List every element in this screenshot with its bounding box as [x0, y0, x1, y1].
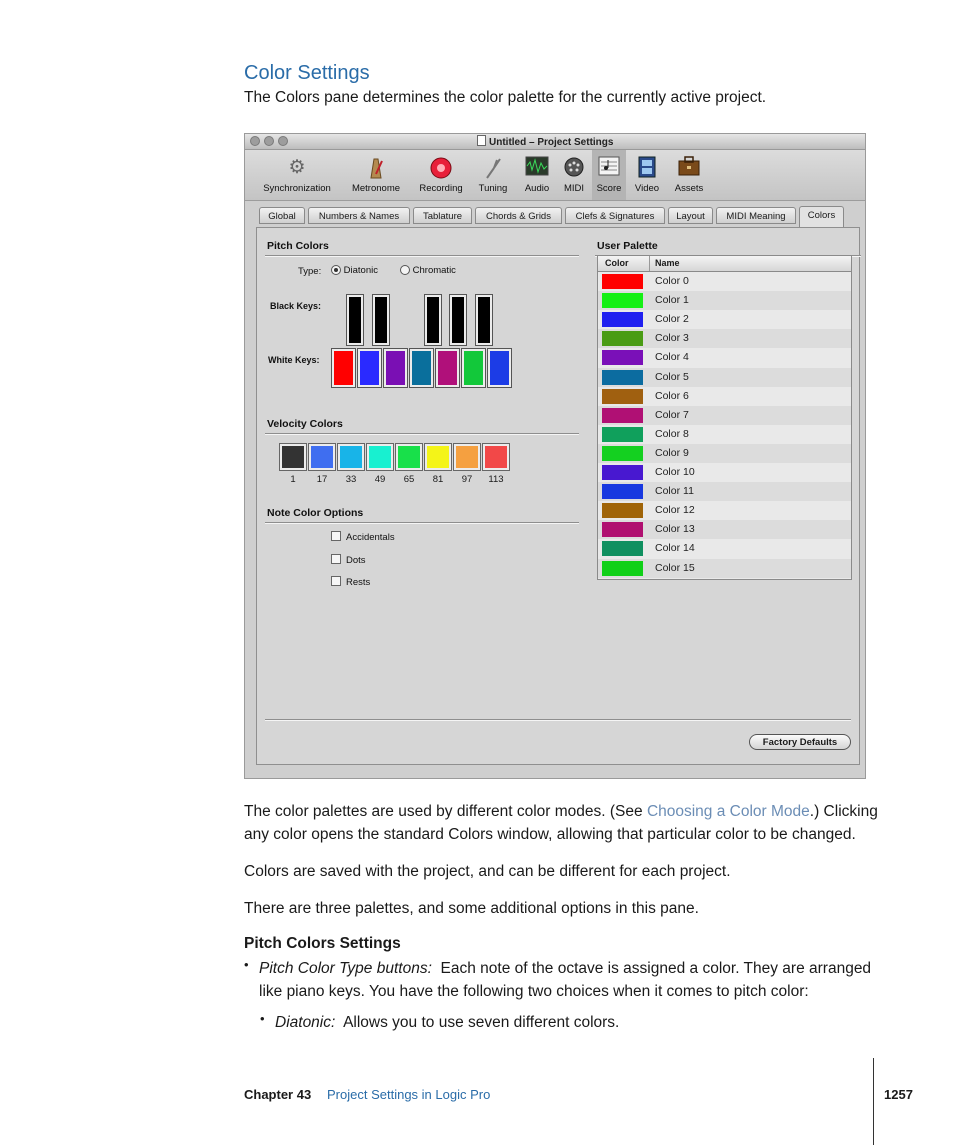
velocity-swatch[interactable] [337, 443, 365, 471]
velocity-swatch[interactable] [424, 443, 452, 471]
palette-color-name[interactable]: Color 7 [655, 408, 689, 421]
swatch-fill [427, 446, 449, 468]
page-number: 1257 [884, 1087, 913, 1102]
briefcase-icon [677, 156, 701, 180]
palette-header [598, 256, 851, 272]
toolbar-midi[interactable] [558, 150, 590, 200]
palette-row[interactable] [598, 520, 851, 539]
swatch-fill [456, 446, 478, 468]
white-key-swatch[interactable] [435, 348, 460, 388]
black-key-swatch[interactable] [475, 294, 493, 346]
checkbox-rests[interactable] [331, 576, 370, 588]
velocity-value: 65 [403, 474, 415, 485]
window-title-text: Untitled – Project Settings [489, 137, 614, 148]
palette-color-name[interactable]: Color 15 [655, 561, 695, 574]
minimize-window-icon[interactable] [264, 136, 274, 146]
velocity-swatch[interactable] [395, 443, 423, 471]
audio-waveform-icon [525, 156, 549, 180]
radio-chromatic-dot[interactable] [400, 265, 410, 275]
white-keys-label: White Keys: [268, 355, 320, 365]
swatch-fill [490, 351, 509, 385]
colors-panel [256, 227, 860, 765]
palette-row[interactable] [598, 444, 851, 463]
toolbar-audio[interactable] [519, 150, 555, 200]
toolbar-assets[interactable] [668, 150, 710, 200]
checkbox-label: Accidentals [346, 532, 395, 543]
paragraph-saved: Colors are saved with the project, and can be different for each project. [244, 863, 731, 880]
radio-diatonic-label: Diatonic [343, 265, 378, 276]
swatch-fill [340, 446, 362, 468]
gears-icon: ⚙ [288, 157, 306, 178]
choosing-color-mode-link[interactable]: Choosing a Color Mode [646, 803, 810, 820]
palette-row[interactable] [598, 310, 851, 329]
toolbar-synchronization[interactable] [255, 150, 339, 200]
section-heading: Color Settings [244, 62, 370, 84]
radio-chromatic-label: Chromatic [412, 265, 456, 276]
column-name[interactable]: Name [655, 258, 680, 268]
palette-row[interactable] [598, 291, 851, 310]
record-icon [429, 156, 453, 180]
palette-color-swatch[interactable] [602, 274, 643, 289]
palette-color-swatch[interactable] [602, 446, 643, 461]
palette-row[interactable] [598, 425, 851, 444]
palette-color-name[interactable]: Color 13 [655, 523, 695, 536]
toolbar-label: MIDI [563, 183, 585, 194]
palette-color-swatch[interactable] [602, 389, 643, 404]
checkbox-accidentals[interactable] [331, 531, 395, 543]
checkbox-label: Rests [346, 577, 371, 588]
tab-numbers-names[interactable]: Numbers & Names [308, 207, 410, 224]
column-color[interactable]: Color [605, 258, 629, 268]
swatch-fill [334, 351, 353, 385]
tab-global[interactable]: Global [259, 207, 305, 224]
pitch-colors-settings-heading: Pitch Colors Settings [244, 935, 401, 952]
velocity-value: 49 [374, 474, 386, 485]
footer-chapter: Chapter 43 [244, 1087, 312, 1102]
swatch-fill [427, 297, 439, 343]
tab-tablature[interactable]: Tablature [413, 207, 472, 224]
palette-color-name[interactable]: Color 1 [655, 294, 689, 307]
palette-color-name[interactable]: Color 6 [655, 389, 689, 402]
radio-diatonic-dot[interactable] [331, 265, 341, 275]
pitch-colors-title: Pitch Colors [267, 240, 329, 252]
velocity-colors-title: Velocity Colors [267, 418, 343, 430]
velocity-swatch[interactable] [482, 443, 510, 471]
palette-row[interactable] [598, 463, 851, 482]
swatch-fill [360, 351, 379, 385]
swatch-fill [311, 446, 333, 468]
checkbox-dots[interactable] [331, 554, 366, 566]
project-settings-window [244, 133, 866, 779]
tab-layout[interactable]: Layout [668, 207, 713, 224]
palette-color-name[interactable]: Color 3 [655, 332, 689, 345]
palette-color-name[interactable]: Color 0 [655, 275, 689, 287]
tab-clefs-signatures[interactable]: Clefs & Signatures [565, 207, 665, 224]
paragraph-text: .) Clicking any color opens the standard Colors window, allowing that particular color to be changed. [244, 803, 878, 843]
bullet-text: Each note of the octave is assigned a color. They are arranged like piano keys. You have the following two choices when it comes to pitch color: [259, 960, 872, 1000]
palette-row[interactable] [598, 368, 851, 387]
toolbar-label: Tuning [478, 183, 508, 194]
toolbar-recording[interactable] [413, 150, 469, 200]
toolbar-label: Video [634, 183, 660, 194]
bullet-term: Pitch Color Type buttons: [259, 960, 432, 977]
palette-color-swatch[interactable] [602, 484, 643, 499]
velocity-value: 33 [345, 474, 357, 485]
palette-color-name[interactable]: Color 10 [655, 466, 695, 478]
palette-row[interactable] [598, 329, 851, 348]
swatch-fill [398, 446, 420, 468]
close-window-icon[interactable] [250, 136, 260, 146]
palette-color-swatch[interactable] [602, 522, 643, 537]
palette-color-swatch[interactable] [602, 293, 643, 308]
velocity-swatch[interactable] [308, 443, 336, 471]
palette-color-swatch[interactable] [602, 541, 643, 556]
document-icon [477, 135, 486, 146]
intro-text: The Colors pane determines the color palette for the currently active project. [244, 89, 767, 106]
toolbar-label: Assets [674, 183, 704, 194]
palette-color-name[interactable]: Color 2 [655, 313, 689, 326]
velocity-value: 113 [488, 474, 504, 485]
footer-divider [873, 1058, 874, 1145]
toolbar-label: Recording [419, 183, 463, 194]
palette-color-name[interactable]: Color 5 [655, 370, 689, 383]
palette-row[interactable] [598, 348, 851, 367]
black-key-swatch[interactable] [449, 294, 467, 346]
palette-color-name[interactable]: Color 9 [655, 446, 689, 459]
radio-chromatic[interactable] [400, 265, 456, 276]
midi-icon [562, 156, 586, 180]
palette-row[interactable] [598, 501, 851, 520]
palette-color-swatch[interactable] [602, 465, 643, 480]
palette-color-swatch[interactable] [602, 350, 643, 365]
swatch-fill [452, 297, 464, 343]
white-key-swatch[interactable] [357, 348, 382, 388]
divider [265, 255, 579, 257]
toolbar-label: Score [596, 183, 622, 194]
toolbar-label: Synchronization [263, 183, 331, 194]
note-color-options-title: Note Color Options [267, 507, 364, 519]
black-keys-label: Black Keys: [270, 301, 322, 311]
swatch-fill [438, 351, 457, 385]
swatch-fill [464, 351, 483, 385]
palette-row[interactable] [598, 272, 851, 291]
velocity-value: 97 [461, 474, 473, 485]
palette-row[interactable] [598, 539, 851, 558]
window-title [477, 135, 613, 148]
black-key-swatch[interactable] [372, 294, 390, 346]
white-key-swatch[interactable] [409, 348, 434, 388]
palette-color-swatch[interactable] [602, 331, 643, 346]
tab-chords-grids[interactable]: Chords & Grids [475, 207, 562, 224]
palette-row[interactable] [598, 387, 851, 406]
palette-color-name[interactable]: Color 12 [655, 504, 695, 517]
toolbar-label: Metronome [351, 183, 401, 194]
palette-color-swatch[interactable] [602, 427, 643, 442]
toolbar-score[interactable] [592, 150, 626, 200]
velocity-swatch[interactable] [366, 443, 394, 471]
checkbox-label: Dots [346, 555, 366, 566]
white-key-swatch[interactable] [487, 348, 512, 388]
user-palette-title: User Palette [597, 240, 658, 252]
divider [265, 522, 579, 524]
palette-color-name[interactable]: Color 14 [655, 542, 695, 555]
column-divider [649, 256, 650, 271]
swatch-fill [349, 297, 361, 343]
toolbar-label: Audio [524, 183, 550, 194]
white-key-swatch[interactable] [331, 348, 356, 388]
title-bar [245, 134, 865, 150]
toolbar-video[interactable] [630, 150, 664, 200]
velocity-value: 1 [290, 474, 296, 485]
divider [265, 719, 851, 721]
tuning-fork-icon [481, 156, 505, 180]
score-icon [597, 156, 621, 180]
palette-row[interactable] [598, 482, 851, 501]
palette-color-name[interactable]: Color 8 [655, 427, 689, 440]
black-key-swatch[interactable] [424, 294, 442, 346]
palette-row[interactable] [598, 559, 851, 578]
checkbox-box[interactable] [331, 531, 341, 541]
swatch-fill [485, 446, 507, 468]
palette-color-swatch[interactable] [602, 370, 643, 385]
footer-chapter-title[interactable]: Project Settings in Logic Pro [327, 1087, 491, 1102]
palette-color-swatch[interactable] [602, 312, 643, 327]
palette-color-swatch[interactable] [602, 503, 643, 518]
white-key-swatch[interactable] [383, 348, 408, 388]
film-icon [635, 156, 659, 180]
bullet-diatonic [275, 1011, 875, 1034]
white-key-swatch[interactable] [461, 348, 486, 388]
bullet-text: Allows you to use seven different colors. [343, 1014, 620, 1031]
bullet-glyph: • [244, 957, 249, 972]
swatch-fill [412, 351, 431, 385]
zoom-window-icon[interactable] [278, 136, 288, 146]
type-label: Type: [298, 266, 322, 277]
velocity-value: 81 [432, 474, 444, 485]
paragraph-text: The color palettes are used by different color modes. (See [244, 803, 647, 820]
toolbar-tuning[interactable] [473, 150, 513, 200]
divider [265, 433, 579, 435]
palette-color-name[interactable]: Color 11 [655, 485, 694, 498]
black-key-swatch[interactable] [346, 294, 364, 346]
toolbar [245, 150, 865, 201]
toolbar-metronome[interactable] [345, 150, 407, 200]
swatch-fill [375, 297, 387, 343]
velocity-swatch[interactable] [279, 443, 307, 471]
palette-color-swatch[interactable] [602, 561, 643, 576]
metronome-icon [364, 156, 388, 180]
velocity-value: 17 [316, 474, 328, 485]
tab-colors[interactable]: Colors [799, 206, 844, 227]
radio-diatonic[interactable] [331, 265, 378, 276]
swatch-fill [282, 446, 304, 468]
palette-color-name[interactable]: Color 4 [655, 351, 689, 364]
velocity-swatch[interactable] [453, 443, 481, 471]
swatch-fill [386, 351, 405, 385]
bullet-pitch-color-type [259, 957, 879, 1003]
bullet-glyph: • [260, 1011, 265, 1026]
palette-color-swatch[interactable] [602, 408, 643, 423]
bullet-term: Diatonic: [275, 1014, 336, 1031]
checkbox-box[interactable] [331, 576, 341, 586]
tab-midi-meaning[interactable]: MIDI Meaning [716, 207, 796, 224]
paragraph-color-modes [244, 800, 884, 846]
palette-row[interactable] [598, 406, 851, 425]
swatch-fill [478, 297, 490, 343]
paragraph-three-palettes: There are three palettes, and some additional options in this pane. [244, 900, 699, 917]
checkbox-box[interactable] [331, 554, 341, 564]
user-palette-table [597, 255, 852, 580]
factory-defaults-button[interactable]: Factory Defaults [749, 734, 851, 750]
swatch-fill [369, 446, 391, 468]
